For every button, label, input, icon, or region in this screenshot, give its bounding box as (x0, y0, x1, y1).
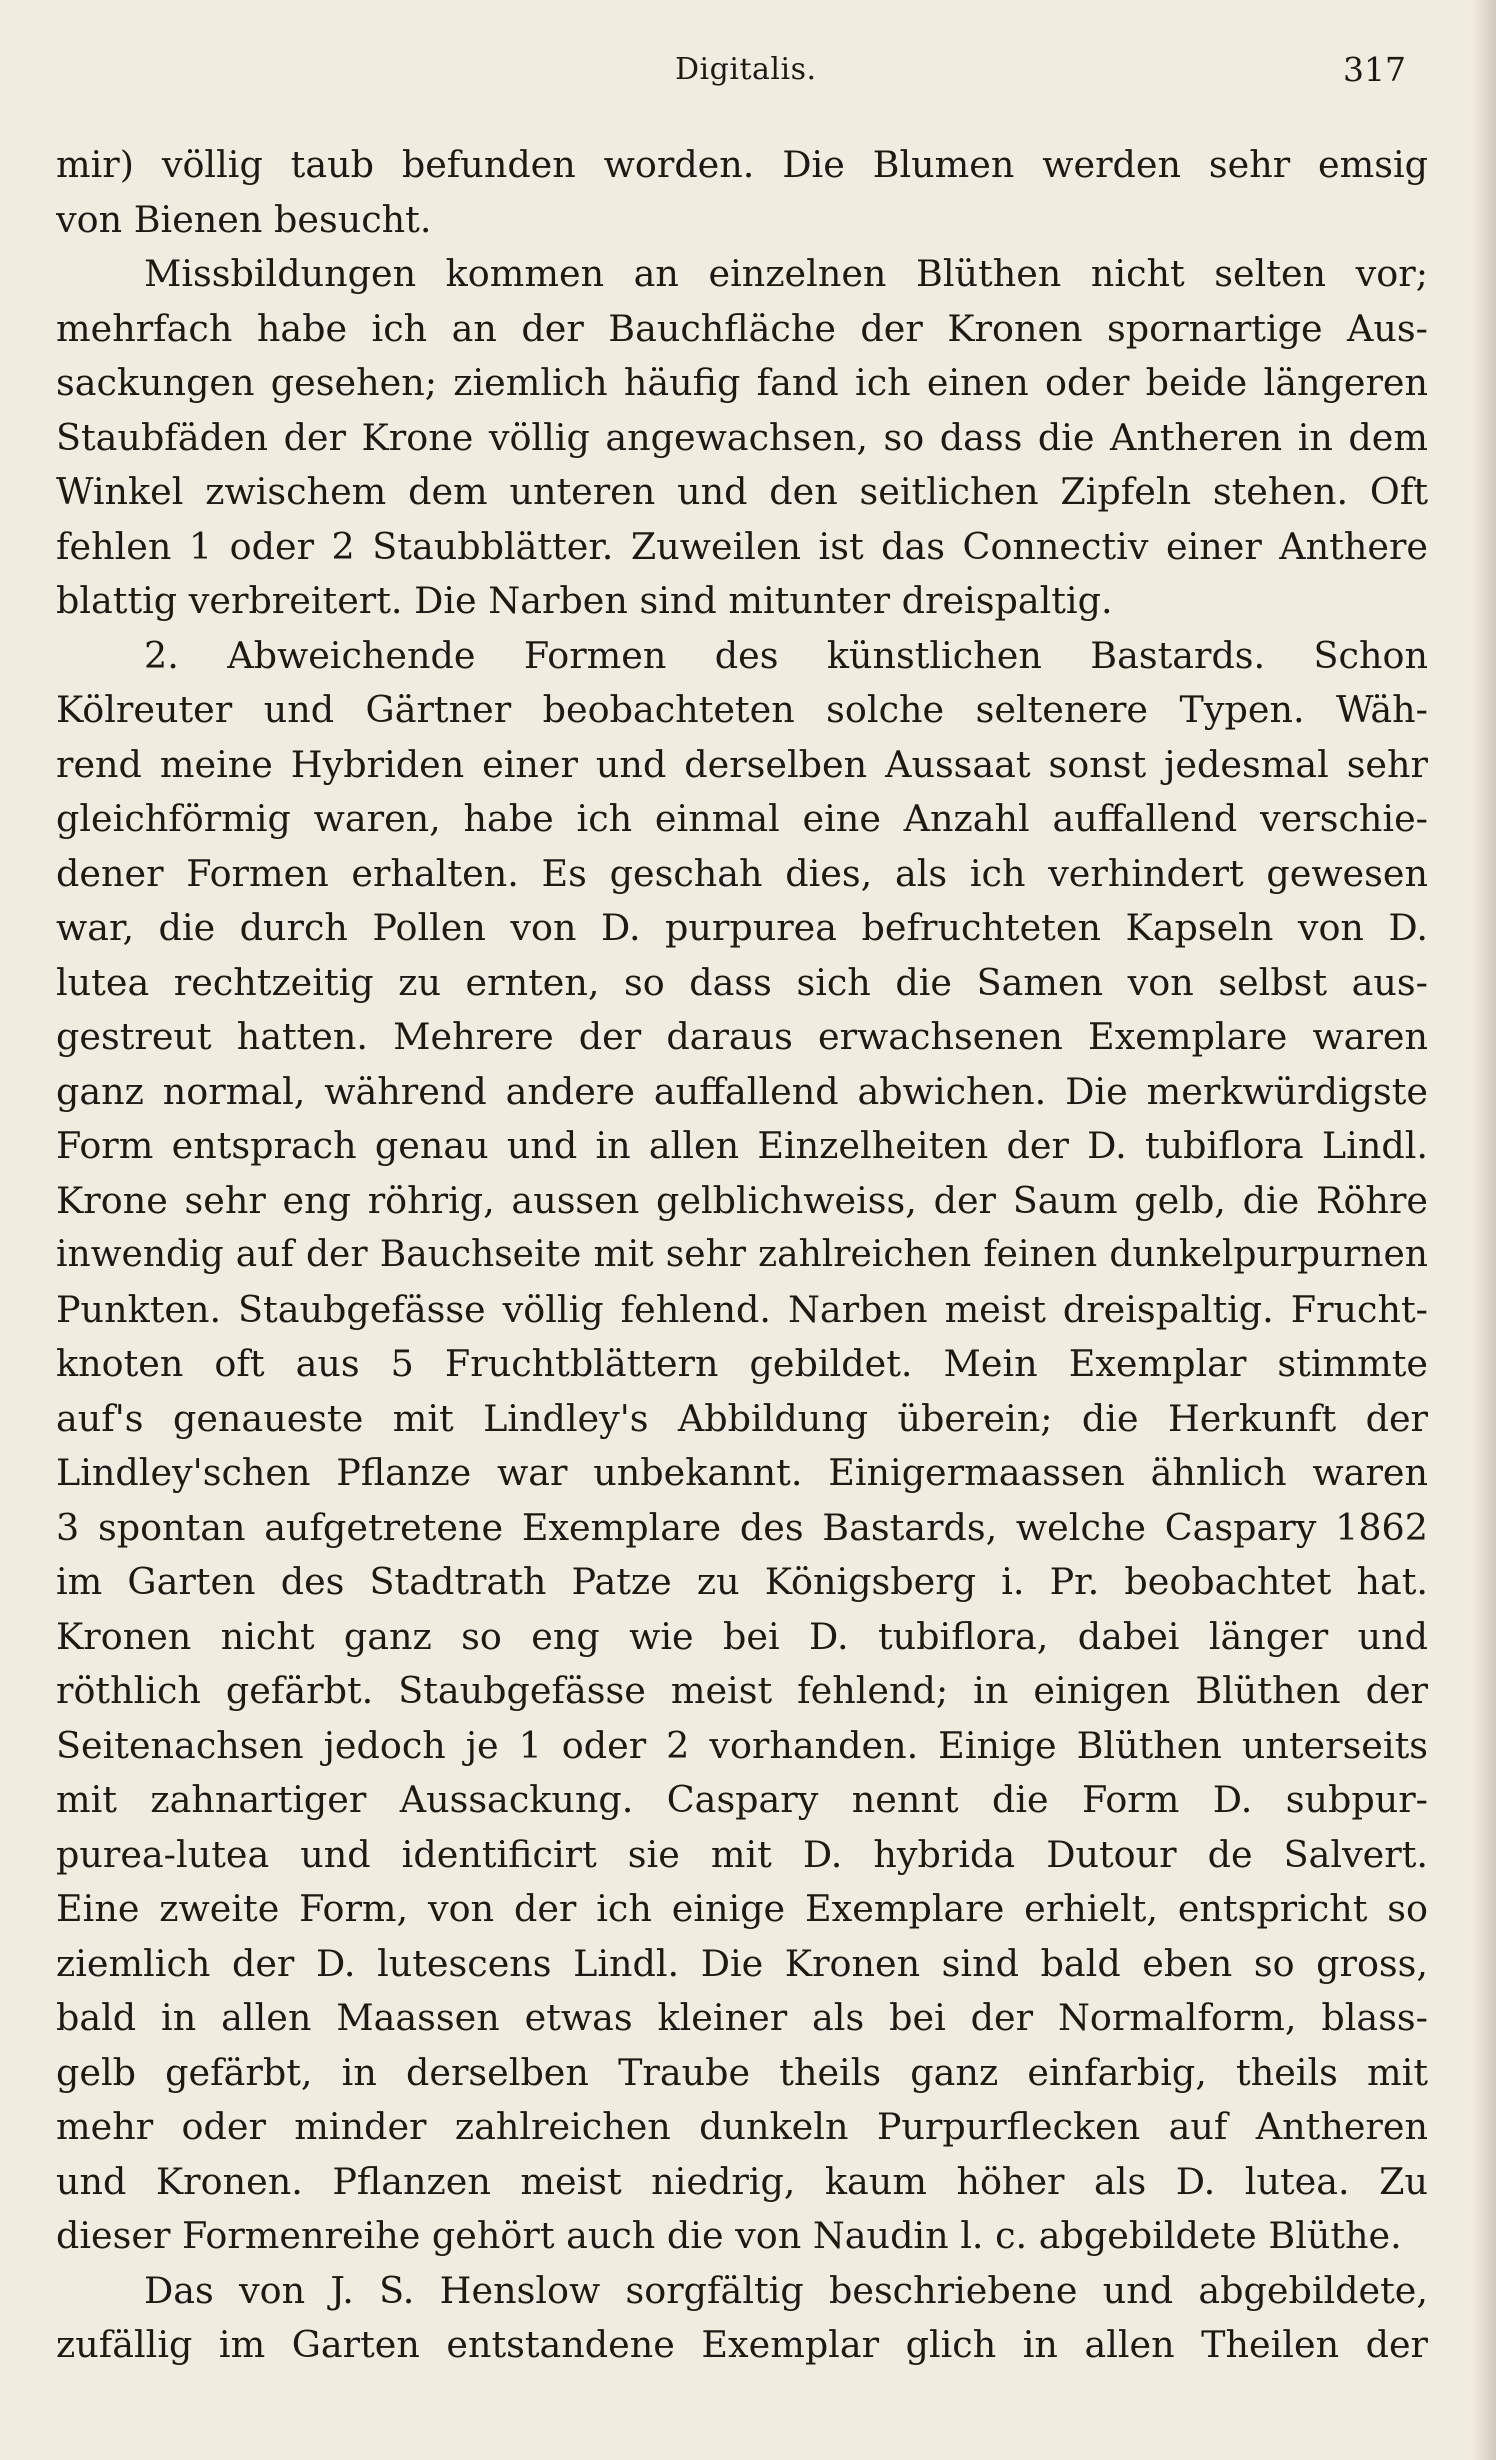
text-line: gestreut hatten. Mehrere der daraus erwachsenen Exemplare waren (56, 1015, 1428, 1058)
text-line: Form entsprach genau und in allen Einzelheiten der D. tubiflora Lindl. (56, 1124, 1428, 1167)
text-line: mehr oder minder zahlreichen dunkeln Purpurflecken auf Antheren (56, 2105, 1428, 2148)
text-line: Kölreuter und Gärtner beobachteten solche seltenere Typen. Wäh- (56, 688, 1428, 731)
text-line: 3 spontan aufgetretene Exemplare des Bastards, welche Caspary 1862 (56, 1505, 1428, 1549)
text-line: mehrfach habe ich an der Bauchfläche der Kronen spornartige Aus- (56, 306, 1428, 350)
text-line: knoten oft aus 5 Fruchtblättern gebildet. Mein Exemplar stimmte (56, 1342, 1428, 1385)
text-line: Lindley'schen Pflanze war unbekannt. Einigermaassen ähnlich waren (56, 1451, 1428, 1494)
text-line: Kronen nicht ganz so eng wie bei D. tubiflora, dabei länger und (56, 1614, 1428, 1658)
text-line: Eine zweite Form, von der ich einige Exemplare erhielt, entspricht so (56, 1887, 1428, 1930)
text-line: Missbildungen kommen an einzelnen Blüthen nicht selten vor; (144, 252, 1428, 295)
text-line: purea-lutea und identificirt sie mit D. hybrida Dutour de Salvert. (56, 1832, 1428, 1876)
text-line: blattig verbreitert. Die Narben sind mitunter dreispaltig. (56, 579, 1113, 622)
text-line: sackungen gesehen; ziemlich häufig fand ich einen oder beide längeren (56, 361, 1428, 404)
body-text (56, 138, 1428, 2373)
text-line: ganz normal, während andere auffallend abwichen. Die merkwürdigste (56, 1069, 1428, 1113)
text-line: fehlen 1 oder 2 Staubblätter. Zuweilen ist das Connectiv einer Anthere (56, 524, 1428, 568)
text-line: Punkten. Staubgefässe völlig fehlend. Narben meist dreispaltig. Frucht- (56, 1287, 1428, 1331)
running-head-title: Digitalis. (675, 52, 817, 87)
text-line: dieser Formenreihe gehört auch die von Naudin l. c. abgebildete Blüthe. (56, 2214, 1402, 2257)
text-line: dener Formen erhalten. Es geschah dies, als ich verhindert gewesen (56, 851, 1428, 895)
text-line: und Kronen. Pflanzen meist niedrig, kaum höher als D. lutea. Zu (56, 2159, 1428, 2203)
text-line: war, die durch Pollen von D. purpurea befruchteten Kapseln von D. (56, 906, 1428, 949)
running-head (60, 48, 1416, 92)
text-line: bald in allen Maassen etwas kleiner als bei der Normalform, blass- (56, 1996, 1428, 2039)
text-line: Das von J. S. Henslow sorgfältig beschriebene und abgebildete, (144, 2268, 1428, 2312)
text-line: lutea rechtzeitig zu ernten, so dass sich die Samen von selbst aus- (56, 960, 1428, 1004)
text-line: röthlich gefärbt. Staubgefässe meist fehlend; in einigen Blüthen der (56, 1669, 1428, 1712)
page-number: 317 (1343, 50, 1406, 89)
text-line: Seitenachsen jedoch je 1 oder 2 vorhanden. Einige Blüthen unterseits (56, 1723, 1428, 1767)
text-line: gelb gefärbt, in derselben Traube theils ganz einfarbig, theils mit (56, 2050, 1428, 2094)
text-line: inwendig auf der Bauchseite mit sehr zahlreichen feinen dunkelpurpurnen (56, 1234, 1428, 1275)
text-line: auf's genaueste mit Lindley's Abbildung überein; die Herkunft der (56, 1396, 1428, 1440)
text-line: von Bienen besucht. (56, 197, 432, 241)
text-line: Staubfäden der Krone völlig angewachsen, so dass die Antheren in dem (56, 415, 1428, 459)
text-line: 2. Abweichende Formen des künstlichen Bastards. Schon (144, 633, 1428, 677)
text-line: Winkel zwischem dem unteren und den seitlichen Zipfeln stehen. Oft (56, 470, 1428, 513)
text-line: im Garten des Stadtrath Patze zu Königsberg i. Pr. beobachtet hat. (56, 1560, 1428, 1603)
text-line: rend meine Hybriden einer und derselben Aussaat sonst jedesmal sehr (56, 742, 1428, 786)
text-line: Krone sehr eng röhrig, aussen gelblichweiss, der Saum gelb, die Röhre (56, 1178, 1428, 1222)
text-line: zufällig im Garten entstandene Exemplar glich in allen Theilen der (56, 2323, 1428, 2366)
text-line: mir) völlig taub befunden worden. Die Blumen werden sehr emsig (56, 143, 1428, 186)
text-line: ziemlich der D. lutescens Lindl. Die Kronen sind bald eben so gross, (56, 1941, 1428, 1985)
text-line: mit zahnartiger Aussackung. Caspary nennt die Form D. subpur- (56, 1778, 1428, 1821)
text-line: gleichförmig waren, habe ich einmal eine Anzahl auffallend verschie- (56, 797, 1428, 840)
